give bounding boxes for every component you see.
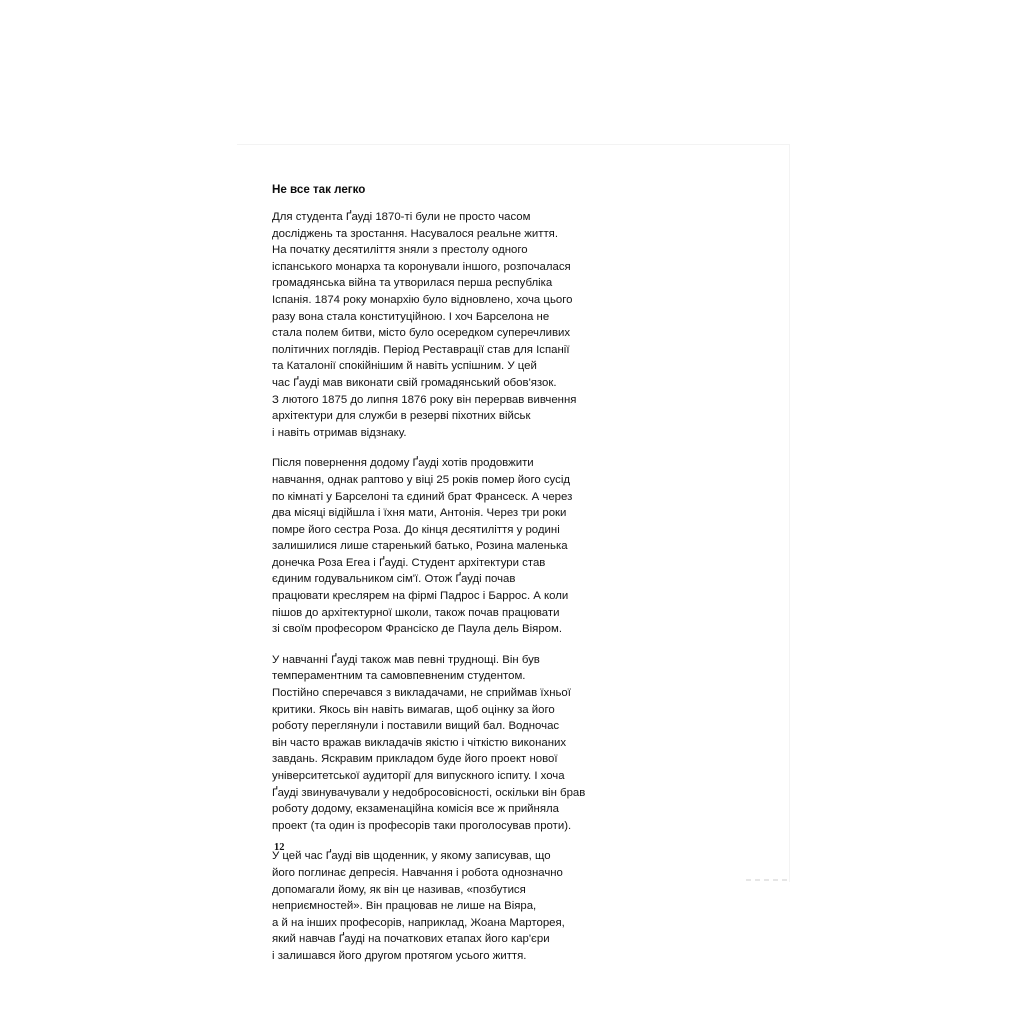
paragraph bbox=[272, 652, 584, 835]
text-line: досліджень та зростання. Насувалося реальне життя. bbox=[272, 227, 558, 240]
text-line: залишилися лише старенький батько, Розина маленька bbox=[272, 540, 568, 553]
text-line: допомагали йому, як він це називав, «позбутися bbox=[272, 883, 526, 896]
text-line: Після повернення додому Ґауді хотів продовжити bbox=[272, 457, 534, 470]
paragraph bbox=[272, 848, 584, 964]
page-content bbox=[272, 182, 584, 979]
text-line: Для студента Ґауді 1870-ті були не просто часом bbox=[272, 211, 531, 223]
text-line: На початку десятиліття зняли з престолу одного bbox=[272, 244, 528, 257]
text-line: темпераментним та самовпевненим студентом. bbox=[272, 670, 526, 683]
text-line: політичних поглядів. Період Реставрації став для Іспанії bbox=[272, 343, 570, 356]
paragraph bbox=[272, 455, 584, 638]
text-line: зі своїм професором Франсіско де Паула дель Віяром. bbox=[272, 623, 562, 636]
text-line: і залишався його другом протягом усього життя. bbox=[272, 949, 527, 962]
text-line: громадянська війна та утворилася перша республіка bbox=[272, 277, 553, 290]
text-line: проект (та один із професорів таки проголосував проти). bbox=[272, 819, 572, 832]
text-line: архітектури для служби в резерві піхотних військ bbox=[272, 410, 531, 423]
text-line: роботу додому, екзаменаційна комісія все ж прийняла bbox=[272, 803, 559, 816]
text-line: який навчав Ґауді на початкових етапах його кар'єри bbox=[272, 933, 550, 946]
text-line: У цей час Ґауді вів щоденник, у якому записував, що bbox=[272, 850, 551, 863]
text-line: разу вона стала конституційною. І хоч Барселона не bbox=[272, 310, 550, 323]
text-line: помре його сестра Роза. До кінця десятиліття у родині bbox=[272, 523, 560, 536]
text-line: працювати креслярем на фірмі Падрос і Баррос. А коли bbox=[272, 590, 569, 603]
crop-marks bbox=[746, 879, 790, 881]
text-line: роботу переглянули і поставили вищий бал. Водночас bbox=[272, 720, 560, 733]
text-line: університетської аудиторії для випускного іспиту. І хоча bbox=[272, 770, 565, 782]
text-line: іспанського монарха та коронували іншого, розпочалася bbox=[272, 260, 571, 273]
text-line: У навчанні Ґауді також мав певні труднощі. Він був bbox=[272, 653, 540, 666]
page-number: 12 bbox=[274, 842, 285, 853]
text-line: навчання, однак раптово у віці 25 років помер його сусід bbox=[272, 473, 571, 486]
text-line: єдиним годувальником сім'ї. Отож Ґауді почав bbox=[272, 573, 516, 586]
text-line: Іспанія. 1874 року монархію було відновлено, хоча цього bbox=[272, 293, 573, 306]
text-line: Постійно сперечався з викладачами, не сприймав їхньої bbox=[272, 687, 571, 700]
text-line: донечка Роза Егеа і Ґауді. Студент архітектури став bbox=[272, 556, 546, 569]
text-line: і навіть отримав відзнаку. bbox=[272, 426, 407, 439]
text-line: та Каталонії спокійнішим й навіть успішним. У цей bbox=[272, 360, 537, 373]
text-line: стала полем битви, місто було осередком суперечливих bbox=[272, 327, 571, 340]
text-line: завдань. Яскравим прикладом буде його проект нової bbox=[272, 753, 558, 766]
body-text bbox=[272, 209, 584, 965]
text-line: а й на інших професорів, наприклад, Жоана Марторея, bbox=[272, 916, 565, 929]
text-line: його поглинає депресія. Навчання і робота однозначно bbox=[272, 866, 563, 879]
book-page bbox=[237, 144, 790, 962]
text-line: З лютого 1875 до липня 1876 року він перервав вивчення bbox=[272, 393, 577, 406]
text-line: по кімнаті у Барселоні та єдиний брат Франсеск. А через bbox=[272, 490, 573, 503]
text-line: Ґауді звинувачували у недобросовісності, оскільки він брав bbox=[272, 786, 586, 799]
text-line: час Ґауді мав виконати свій громадянський обов'язок. bbox=[272, 376, 557, 389]
paragraph bbox=[272, 209, 584, 441]
text-line: неприємностей». Він працював не лише на Віяра, bbox=[272, 900, 537, 913]
text-line: два місяці відійшла і їхня мати, Антонія. Через три роки bbox=[272, 507, 567, 520]
text-line: пішов до архітектурної школи, також почав працювати bbox=[272, 606, 560, 619]
text-line: він часто вражав викладачів якістю і чіткістю виконаних bbox=[272, 736, 567, 749]
text-line: критики. Якось він навіть вимагав, щоб оцінку за його bbox=[272, 703, 555, 716]
section-heading: Не все так легко bbox=[272, 183, 366, 196]
